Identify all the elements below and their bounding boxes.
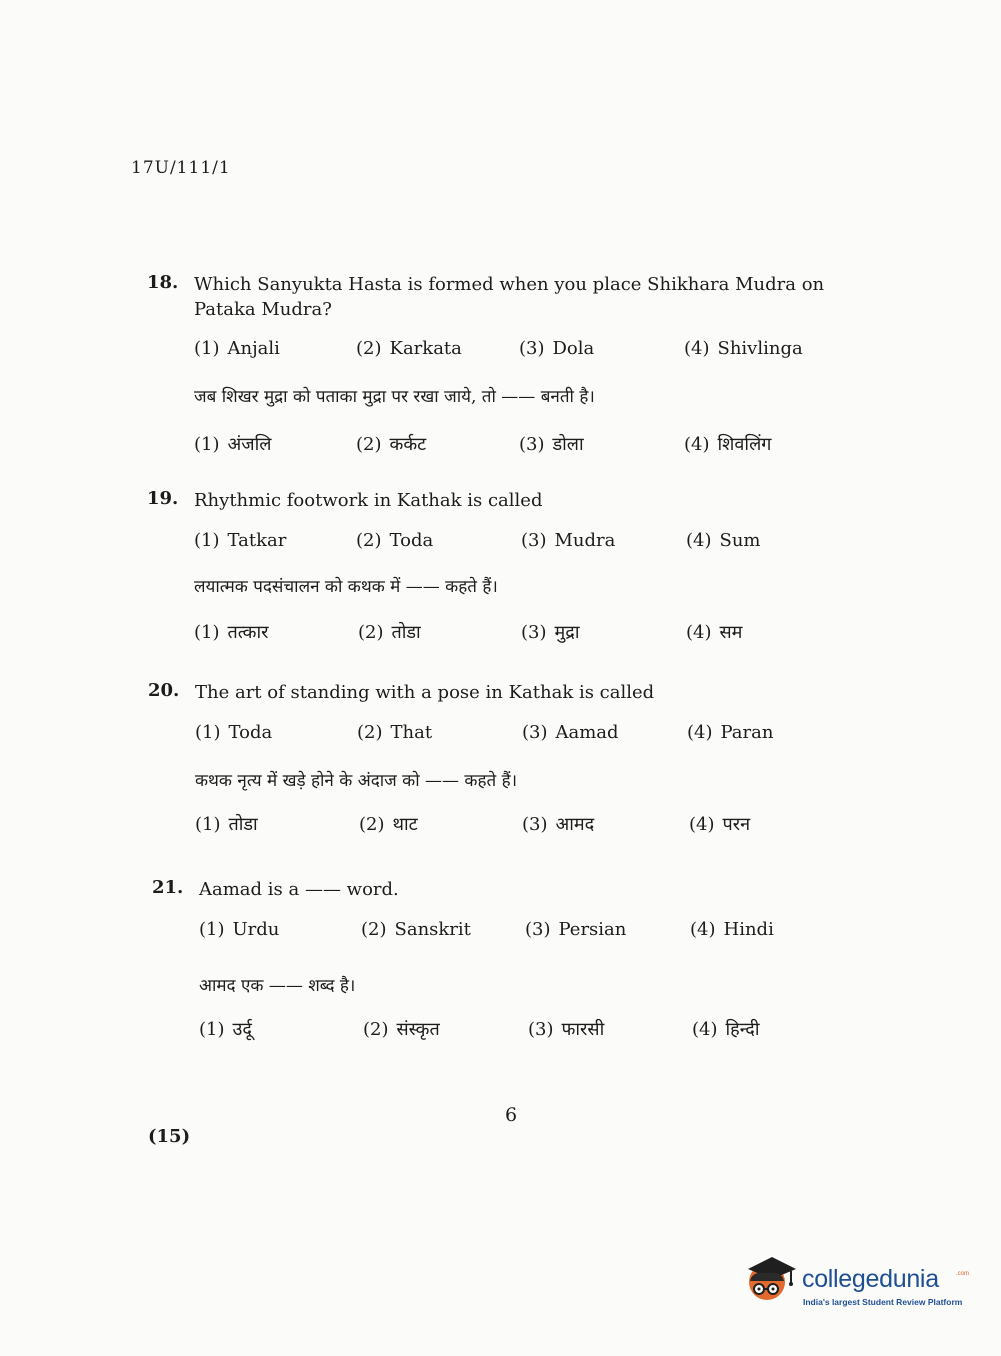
option-label: आमद (555, 814, 595, 835)
option-label: Toda (228, 722, 273, 743)
option-number: (4) (684, 434, 710, 455)
option-label: संस्कृत (396, 1019, 440, 1040)
page-code: 17U/111/1 (131, 158, 231, 178)
option-label: सम (719, 622, 743, 643)
option-2 (356, 530, 433, 551)
option-label: फारसी (561, 1019, 605, 1040)
brand-name: collegedunia (802, 1265, 939, 1293)
option-number: (2) (363, 1019, 389, 1040)
option-label: Persian (558, 919, 627, 940)
option-number: (2) (356, 434, 382, 455)
hindi-question-text: जब शिखर मुद्रा को पताका मुद्रा पर रखा जाये, तो —— बनती है। (194, 387, 595, 407)
option-number: (3) (519, 434, 545, 455)
question-text: Rhythmic footwork in Kathak is called (194, 490, 543, 511)
brand-tagline: India's largest Student Review Platform (803, 1297, 963, 1307)
option-label: Karkata (389, 338, 462, 359)
option-2 (356, 338, 462, 359)
hindi-option-1 (194, 432, 271, 456)
option-number: (2) (356, 338, 382, 359)
option-number: (1) (194, 530, 220, 551)
option-number: (2) (361, 919, 387, 940)
page-count: (15) (148, 1126, 191, 1147)
option-label: कर्कट (389, 434, 427, 455)
option-4 (687, 722, 773, 743)
page-number: 6 (505, 1104, 518, 1126)
option-1 (194, 338, 280, 359)
option-1 (194, 530, 286, 551)
hindi-option-1 (194, 620, 268, 644)
option-label: That (390, 722, 433, 743)
option-number: (1) (194, 622, 220, 643)
option-number: (3) (522, 814, 548, 835)
hindi-option-1 (195, 812, 258, 836)
option-label: Shivlinga (717, 338, 803, 359)
option-number: (2) (358, 622, 384, 643)
student-mascot-icon (742, 1251, 802, 1311)
question-text: Aamad is a —— word. (199, 879, 399, 900)
option-label: Hindi (723, 919, 774, 940)
option-number: (3) (521, 622, 547, 643)
option-label: थाट (392, 814, 418, 835)
hindi-option-3 (522, 812, 594, 836)
option-2 (357, 722, 432, 743)
option-label: Sanskrit (394, 919, 471, 940)
option-number: (4) (689, 814, 715, 835)
option-number: (1) (199, 1019, 225, 1040)
option-label: Dola (552, 338, 595, 359)
question-text: The art of standing with a pose in Kathak is called (195, 682, 655, 703)
question-number: 20. (148, 680, 180, 701)
option-number: (2) (359, 814, 385, 835)
question-text: Which Sanyukta Hasta is formed when you place Shikhara Mudra on Pataka Mudra? (194, 274, 825, 320)
option-label: Sum (719, 530, 761, 551)
option-4 (690, 919, 774, 940)
option-number: (4) (684, 338, 710, 359)
hindi-question-text: लयात्मक पदसंचालन को कथक में —— कहते हैं। (194, 577, 498, 597)
option-label: तोडा (391, 622, 421, 643)
option-2 (361, 919, 471, 940)
option-label: Anjali (227, 338, 280, 359)
option-4 (686, 530, 761, 551)
option-number: (3) (521, 530, 547, 551)
option-label: तत्कार (227, 622, 269, 643)
option-label: तोडा (228, 814, 258, 835)
hindi-option-4 (684, 432, 771, 456)
option-label: परन (722, 814, 751, 835)
question-number: 18. (147, 272, 179, 293)
option-label: उर्दू (232, 1019, 252, 1040)
option-label: अंजलि (227, 434, 272, 455)
option-number: (2) (356, 530, 382, 551)
hindi-question-text: आमद एक —— शब्द है। (199, 976, 356, 996)
option-3 (521, 530, 615, 551)
option-number: (3) (525, 919, 551, 940)
option-number: (4) (690, 919, 716, 940)
option-3 (525, 919, 626, 940)
option-label: Tatkar (227, 530, 287, 551)
hindi-option-4 (692, 1017, 760, 1041)
option-number: (4) (686, 530, 712, 551)
option-label: डोला (552, 434, 584, 455)
hindi-option-3 (519, 432, 584, 456)
option-number: (1) (194, 338, 220, 359)
hindi-option-1 (199, 1017, 252, 1041)
option-number: (1) (199, 919, 225, 940)
option-label: Aamad (555, 722, 619, 743)
option-number: (4) (686, 622, 712, 643)
option-4 (684, 338, 803, 359)
option-number: (3) (522, 722, 548, 743)
collegedunia-logo (742, 1251, 970, 1311)
brand-suffix: .com (956, 1271, 970, 1277)
option-label: Toda (389, 530, 434, 551)
hindi-question-text: कथक नृत्य में खड़े होने के अंदाज को —— कहते हैं। (195, 771, 518, 791)
hindi-option-4 (689, 812, 750, 836)
hindi-option-2 (359, 812, 418, 836)
option-label: Urdu (232, 919, 280, 940)
option-label: Mudra (554, 530, 616, 551)
option-label: Paran (720, 722, 774, 743)
option-3 (519, 338, 594, 359)
option-number: (1) (195, 722, 221, 743)
option-1 (195, 722, 272, 743)
option-number: (3) (528, 1019, 554, 1040)
hindi-option-3 (528, 1017, 604, 1041)
option-number: (1) (194, 434, 220, 455)
option-number: (2) (357, 722, 383, 743)
option-label: शिवलिंग (717, 434, 772, 455)
option-label: मुद्रा (554, 622, 580, 643)
option-number: (4) (687, 722, 713, 743)
option-3 (522, 722, 619, 743)
hindi-option-2 (358, 620, 421, 644)
hindi-option-4 (686, 620, 742, 644)
question-number: 19. (147, 488, 179, 509)
option-number: (1) (195, 814, 221, 835)
hindi-option-3 (521, 620, 579, 644)
option-number: (3) (519, 338, 545, 359)
hindi-option-2 (363, 1017, 440, 1041)
option-label: हिन्दी (725, 1019, 760, 1040)
question-number: 21. (152, 877, 184, 898)
option-number: (4) (692, 1019, 718, 1040)
hindi-option-2 (356, 432, 426, 456)
option-1 (199, 919, 279, 940)
